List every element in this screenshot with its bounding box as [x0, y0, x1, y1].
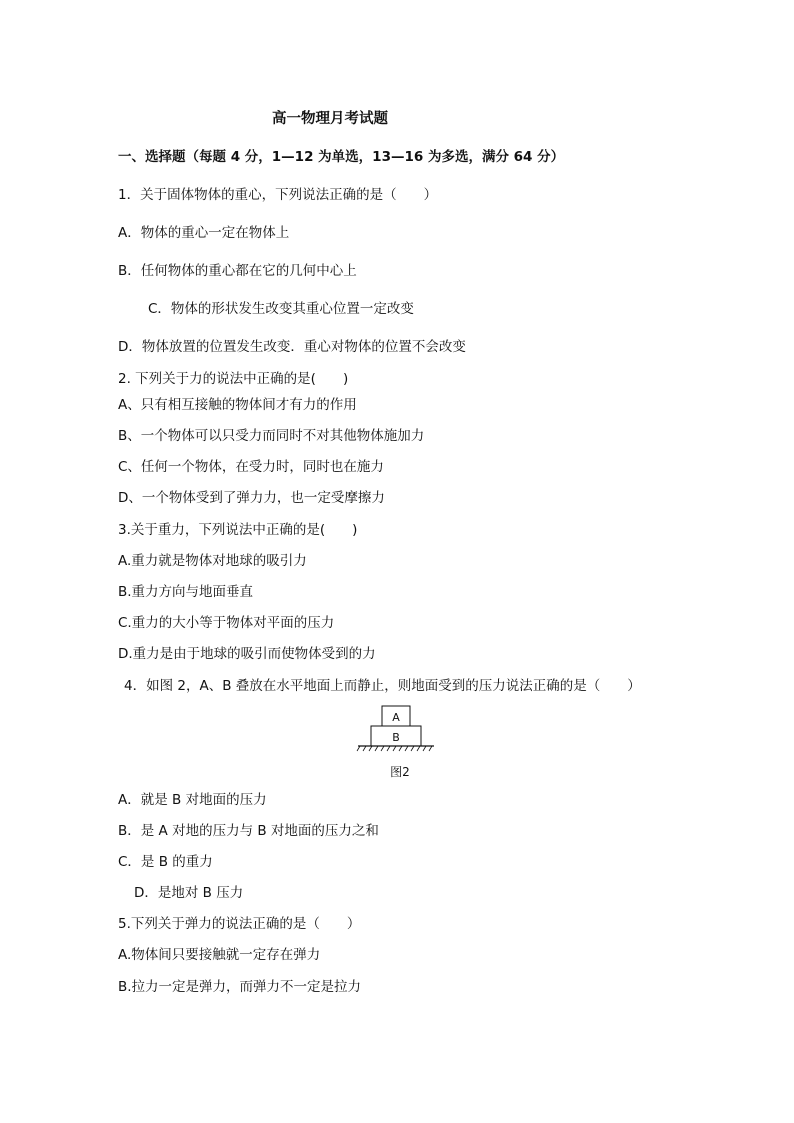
page-title: 高一物理月考试题 [272, 111, 388, 127]
figure-caption: 图2 [390, 765, 410, 779]
question-2-stem: 2. 下列关于力的说法中正确的是( ) [118, 371, 349, 387]
section-heading: 一、选择题（每题 4 分，1—12 为单选，13—16 为多选，满分 64 分） [118, 149, 565, 165]
question-1-option-c: C．物体的形状发生改变其重心位置一定改变 [148, 301, 414, 317]
question-3-option-c: C.重力的大小等于物体对平面的压力 [118, 615, 335, 631]
question-2-option-a: A、只有相互接触的物体间才有力的作用 [118, 397, 357, 413]
question-2-option-b: B、一个物体可以只受力而同时不对其他物体施加力 [118, 428, 425, 444]
question-3-option-a: A.重力就是物体对地球的吸引力 [118, 553, 307, 569]
question-2-option-c: C、任何一个物体，在受力时，同时也在施力 [118, 459, 384, 475]
stacked-blocks-figure [356, 704, 436, 754]
question-4-option-a: A．就是 B 对地面的压力 [118, 792, 267, 808]
question-2-option-d: D、一个物体受到了弹力力，也一定受摩擦力 [118, 490, 385, 506]
question-4-option-c: C．是 B 的重力 [118, 854, 213, 870]
question-4-option-d: D．是地对 B 压力 [134, 885, 244, 901]
question-1-option-d: D．物体放置的位置发生改变．重心对物体的位置不会改变 [118, 339, 466, 355]
question-1-stem: 1．关于固体物体的重心，下列说法正确的是（ ） [118, 187, 438, 203]
question-4-stem: 4．如图 2，A、B 叠放在水平地面上而静止，则地面受到的压力说法正确的是（ ） [124, 678, 641, 694]
question-1-option-b: B．任何物体的重心都在它的几何中心上 [118, 263, 357, 279]
question-5-option-a: A.物体间只要接触就一定存在弹力 [118, 947, 321, 963]
block-a-label: A [392, 711, 400, 724]
ground-hatching [357, 746, 432, 751]
question-3-option-b: B.重力方向与地面垂直 [118, 584, 254, 600]
question-5-option-b: B.拉力一定是弹力，而弹力不一定是拉力 [118, 979, 362, 995]
question-1-option-a: A．物体的重心一定在物体上 [118, 225, 290, 241]
question-3-stem: 3.关于重力，下列说法中正确的是( ) [118, 522, 358, 538]
block-b-label: B [392, 731, 400, 744]
question-4-option-b: B．是 A 对地的压力与 B 对地面的压力之和 [118, 823, 379, 839]
question-3-option-d: D.重力是由于地球的吸引而使物体受到的力 [118, 646, 376, 662]
question-5-stem: 5.下列关于弹力的说法正确的是（ ） [118, 916, 361, 932]
